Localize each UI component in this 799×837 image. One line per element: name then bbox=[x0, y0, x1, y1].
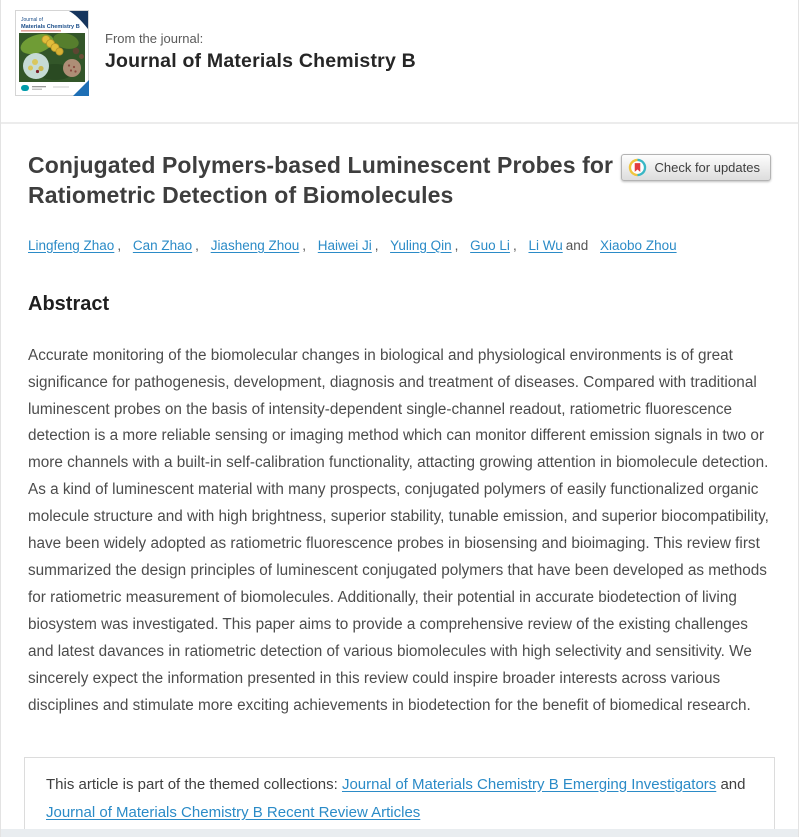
author-list bbox=[28, 238, 771, 253]
author-separator: , bbox=[117, 237, 122, 253]
journal-cover-art bbox=[15, 10, 89, 96]
themed-collections-box bbox=[24, 757, 775, 837]
author-separator: , bbox=[454, 237, 459, 253]
collections-prefix: This article is part of the themed collections: bbox=[46, 775, 338, 793]
abstract-text: Accurate monitoring of the biomolecular changes in biological and physiological environments is of great significance for pathogenesis, development, diagnosis and treatment of diseases. Compared with traditional luminescent probes on the basis of intensity-dependent single-channel readout, ratiometric fluorescence detection is a more reliable sensing or imaging method which can monitor different emission signals in two or more channels with a built-in self-calibration functionality, attacting growing attention in biomolecule detection. As a kind of luminescent material with many prospects, conjugated polymers of easily functionalized organic molecule structure and with high brightness, superior stability, tunable emission, and superior biocompatibility, have been widely adopted as ratiometric fluorescence probes in biosensing and bioimaging. This review first summarized the design principles of luminescent conjugated polymers that have been developed as methods for ratiometric measurement of biomolecules. Additionally, their potential in accurate biodetection of living biosystem was investigated. This paper aims to provide a comprehensive review of the existing challenges and latest davances in ratiometric detection of various biomolecules with high selectivity and sensitivity. We sincerely expect the information presented in this review could inspire broader interests across various disciplines and stimulate more exciting achievements in biodetection for the benefit of biomedical research. bbox=[28, 346, 769, 714]
author-link[interactable]: Yuling Qin bbox=[390, 237, 452, 253]
check-for-updates-label: Check for updates bbox=[654, 160, 760, 175]
journal-cover-thumbnail[interactable] bbox=[15, 10, 89, 96]
author-link[interactable]: Xiaobo Zhou bbox=[600, 237, 677, 253]
author-link[interactable]: Haiwei Ji bbox=[317, 237, 372, 253]
author-link[interactable]: Lingfeng Zhao bbox=[28, 237, 115, 253]
collection-link-recent-review-articles[interactable]: Journal of Materials Chemistry B Recent Review Articles bbox=[46, 804, 421, 822]
collection-link-emerging-investigators[interactable]: Journal of Materials Chemistry B Emerging Investigators bbox=[341, 775, 717, 793]
abstract-heading: Abstract bbox=[28, 292, 110, 315]
title-row bbox=[28, 150, 771, 211]
author-separator: , bbox=[302, 237, 307, 253]
author-separator: , bbox=[374, 237, 379, 253]
cover-title-line2: Materials Chemistry B bbox=[21, 24, 80, 30]
author-link[interactable]: Guo Li bbox=[470, 237, 510, 253]
author-link[interactable]: Li Wu bbox=[528, 237, 563, 253]
cover-title-line1: Journal of bbox=[21, 17, 43, 23]
author-link[interactable]: Can Zhao bbox=[132, 237, 193, 253]
journal-header bbox=[1, 0, 798, 124]
crossmark-icon bbox=[628, 158, 647, 177]
check-for-updates-button[interactable] bbox=[621, 154, 771, 181]
article-body bbox=[1, 150, 798, 837]
cover-illustration bbox=[18, 30, 85, 82]
author-separator: and bbox=[565, 237, 589, 253]
footer-bar bbox=[1, 829, 798, 837]
author-link[interactable]: Jiasheng Zhou bbox=[210, 237, 300, 253]
collections-conjunction: and bbox=[720, 775, 746, 793]
author-separator: , bbox=[195, 237, 199, 253]
journal-title-link[interactable]: Journal of Materials Chemistry B bbox=[105, 49, 416, 72]
author-separator: , bbox=[512, 237, 517, 253]
article-title: Conjugated Polymers-based Luminescent Probes for Ratiometric Detection of Biomolecules bbox=[28, 152, 614, 209]
from-the-journal-label: From the journal: bbox=[105, 31, 204, 46]
journal-header-text bbox=[105, 10, 416, 122]
